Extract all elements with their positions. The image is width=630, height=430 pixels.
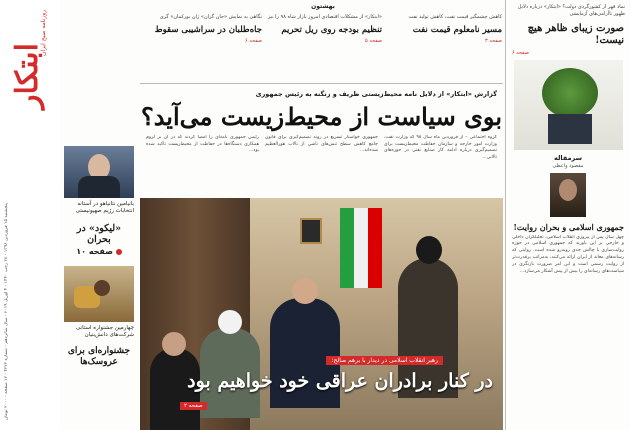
top-teaser-strip xyxy=(140,0,503,84)
editorial-label: سرمقاله xyxy=(554,153,582,162)
main-kicker: گزارش «ابتکار» از دلایل نامه محیط‌زیستی ظریف و زنگنه به رئیس جمهوری xyxy=(255,90,497,98)
tagline: روزنامه صبح ایران xyxy=(40,10,47,56)
dateline: پنجشنبه ۱۵ فروردین ۱۳۹۸ - ۲۸ رجب ۱۴۴۰ - ۴ آوریل ۲۰۱۹ - سال شانزدهم - شماره ۴۲۲۲ - ۱۲ صفحه - ۲۰۰۰ تومان xyxy=(4,203,9,420)
main-photo xyxy=(140,198,503,430)
photo-kicker: رهبر انقلاب اسلامی در دیدار با برهم صالح: xyxy=(326,356,443,365)
left-caption-1: بانیامین نتانیاهو در آستانه انتخابات رژیم صهیونیستی xyxy=(75,201,134,215)
right-lead: نماد قهر از کشورگردی دولت؟ «ابتکار» درباره دلایل ظهور ناآرامی‌های آزمایشی xyxy=(517,4,625,17)
teaser-budget[interactable]: «ابتکار» از مشکلات اقتصادی امروز بازار شاه ۹۸ را نیز تنظیم بودجه روی ریل تحریم صفحه ۵ xyxy=(267,14,382,44)
left-headline-1[interactable]: «لیکود» در بحران xyxy=(76,223,122,246)
main-story xyxy=(140,86,503,196)
masthead xyxy=(0,0,60,430)
main-body-col-2: جمهوری خواستار تسریع در روند تصمیم‌گیری برای قانون جامع کاهش سطح تنش‌های ناشی از تالاب هورالعظیم شده‌اند... xyxy=(265,135,378,154)
photo-headline[interactable]: در کنار برادران عراقی خود خواهیم بود xyxy=(187,370,493,392)
right-headline[interactable]: صورت زیبای ظاهر هیچ نیست! xyxy=(527,22,624,46)
left-caption-2: چهارمین جشنواره استانی شرکت‌های دانش‌بنیان xyxy=(75,325,134,339)
page-marker-icon xyxy=(116,249,122,255)
main-body-col-3: رئیس جمهوری نامه‌ای را امضا کردند که در آن بر لزوم همکاری دستگاه‌ها در حفاظت از محیط‌زیست تاکید شده بود... xyxy=(146,135,259,154)
main-body xyxy=(140,135,503,175)
left-column xyxy=(60,140,138,430)
teaser-oil[interactable]: کاهش چشمگیر قیمت نفت، کاهش تولید نفت مسیر نامعلوم قیمت نفت صفحه ۳ xyxy=(408,14,502,44)
festival-photo xyxy=(64,266,134,322)
right-page-ref: صفحه ۶ xyxy=(512,49,529,56)
left-headline-2[interactable]: جشنواره‌ای برای عروسک‌ها xyxy=(67,345,131,368)
editorial-body: چهل سال پس از پیروزی انقلاب اسلامی، تحلیلگران داخلی و خارجی بر این باورند که جمهوری اسلامی در حوزه روایت‌سازی با چالش جدی روبه‌رو شده است. روایتی که رسانه‌های معاند از ایران ارائه می‌کنند، به‌مراتب پرقدرت‌تر از روایت رسمی است و این امر ضرورت بازنگری در سیاست‌های رسانه‌ای را بیش از پیش آشکار می‌سازد... xyxy=(512,234,624,274)
plant-image xyxy=(514,60,623,150)
top-label: بهشتون xyxy=(311,3,335,10)
main-body-col-1: گروه اجتماعی – از فروردین ماه سال ۹۸ که وزارت نفت، وزارت امور خارجه و سازمان حفاظت محیط‌زیست برای تصمیم‌گیری درباره ادامه کار صنایع نفتی در حوزه‌های تالابی... xyxy=(384,135,497,160)
editorial-author: مقصود واعظی xyxy=(552,162,584,169)
portrait-frame xyxy=(300,218,322,244)
author-avatar xyxy=(550,173,586,217)
photo-page-ref: صفحه ۲ xyxy=(180,402,207,410)
teaser-theater[interactable]: نگاهی به نمایش «جان گزان» ژان بورکمان» گری جاه‌طلبان در سراشیبی سقوط صفحه ۶ xyxy=(154,14,262,44)
main-headline[interactable]: بوی سیاست از محیط‌زیست می‌آید؟ xyxy=(140,102,503,131)
netanyahu-photo xyxy=(64,146,134,198)
logo-text: ابتکار xyxy=(9,43,45,109)
editorial-headline[interactable]: جمهوری اسلامی و بحران روایت! xyxy=(513,221,624,232)
left-page-ref: صفحه ۱۰ xyxy=(64,247,134,256)
right-column xyxy=(505,0,630,430)
